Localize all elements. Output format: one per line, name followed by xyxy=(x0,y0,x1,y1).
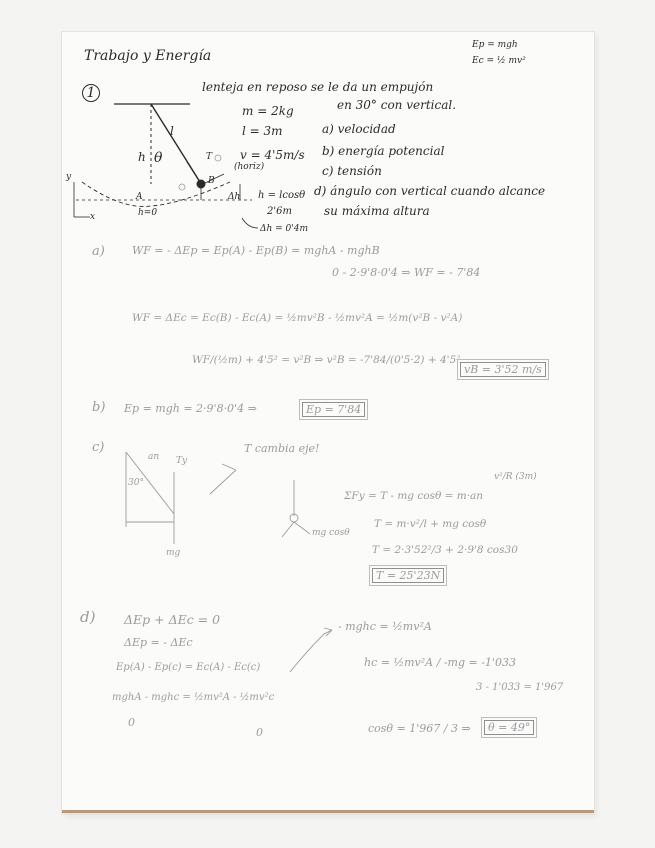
solution-c-result: T = 25'23N xyxy=(372,568,444,583)
angle-30-label: 30° xyxy=(128,478,144,488)
point-b-label: B xyxy=(208,176,215,186)
ty-label: Ty xyxy=(176,456,188,466)
formula-ec: Ec = ½ mv² xyxy=(472,56,526,66)
solution-c-label: c) xyxy=(92,440,105,455)
arrow-connector xyxy=(62,32,594,810)
solution-b-result: Ep = 7'84 xyxy=(302,402,365,417)
question-a: a) velocidad xyxy=(322,122,396,136)
h-calc: h = lcosθ xyxy=(258,190,306,201)
zero-c: 0 xyxy=(256,726,263,739)
dh-label: Δh xyxy=(228,192,241,202)
mgcos-label: mg cosθ xyxy=(312,528,350,538)
h0-label: h=0 xyxy=(138,208,158,218)
solution-d-eq-3: Ep(A) - Ep(c) = Ec(A) - Ec(c) xyxy=(116,662,261,673)
solution-d-result: θ = 49° xyxy=(484,720,534,735)
y-axis-label: y xyxy=(66,172,72,182)
theta-label: θ xyxy=(154,150,163,166)
an-label: an xyxy=(148,452,160,462)
statement-line-1: lenteja en reposo se le da un empujón xyxy=(202,80,434,94)
velocity-note: (horiz) xyxy=(234,162,265,172)
question-d-cont: su máxima altura xyxy=(324,204,430,218)
solution-d-eq-1: ΔEp + ΔEc = 0 xyxy=(124,612,221,627)
l-label: l xyxy=(170,124,174,138)
solution-d-eq-8: cosθ = 1'967 / 3 ⇒ xyxy=(368,722,471,735)
an-formula-note: v²/R (3m) xyxy=(494,472,537,482)
length-value: l = 3m xyxy=(242,124,283,138)
solution-d-label: d) xyxy=(80,608,96,626)
solution-c-eq-3: T = 2·3'52²/3 + 2·9'8 cos30 xyxy=(372,544,518,556)
solution-c-eq-1: ΣFy = T - mg cosθ = m·an xyxy=(344,490,484,502)
solution-d-eq-5: - mghc = ½mv²A xyxy=(338,620,432,633)
solution-a-line-3: WF = ΔEc = Ec(B) - Ec(A) = ½mv²B - ½mv²A = ½m(v²B - v²A) xyxy=(132,312,463,324)
solution-b-line: Ep = mgh = 2·9'8·0'4 ⇒ xyxy=(124,402,257,415)
zero-a: 0 xyxy=(128,716,135,729)
solution-d-eq-6: hc = ½mv²A / -mg = -1'033 xyxy=(364,656,516,669)
mg-label: mg xyxy=(166,548,181,558)
solution-c-note: T cambia eje! xyxy=(244,442,320,455)
formula-ep: Ep = mgh xyxy=(472,40,518,50)
solution-a-label: a) xyxy=(92,244,105,259)
solution-a-line-4: WF/(½m) + 4'5² = v²B ⇒ v²B = -7'84/(0'5·2) + 4'5² xyxy=(192,354,461,366)
solution-d-eq-4: mghA - mghc = ½mv²A - ½mv²c xyxy=(112,692,275,703)
mass-value: m = 2kg xyxy=(242,104,294,118)
velocity-value: v = 4'5m/s xyxy=(240,148,305,162)
solution-c-eq-2: T = m·v²/l + mg cosθ xyxy=(374,518,487,530)
solution-a-result: vB = 3'52 m/s xyxy=(460,362,546,377)
solution-d-eq-7: 3 - 1'033 = 1'967 xyxy=(476,682,564,693)
dh-value: Δh = 0'4m xyxy=(260,224,309,234)
solution-a-line-2: 0 - 2·9'8·0'4 ⇒ WF = - 7'84 xyxy=(332,266,481,279)
solution-d-eq-2: ΔEp = - ΔEc xyxy=(124,636,193,649)
h-label: h xyxy=(138,150,146,164)
statement-line-2: en 30° con vertical. xyxy=(337,98,457,112)
x-axis-label: x xyxy=(90,212,96,222)
notebook-page xyxy=(62,32,594,813)
point-a-label: A xyxy=(136,192,143,202)
tension-label: T xyxy=(206,152,213,162)
question-b: b) energía potencial xyxy=(322,144,445,158)
question-c: c) tensión xyxy=(322,164,382,178)
h-value: 2'6m xyxy=(267,206,292,217)
problem-number: 1 xyxy=(82,84,100,102)
question-d: d) ángulo con vertical cuando alcance xyxy=(314,184,546,198)
solution-b-label: b) xyxy=(92,400,106,415)
page-title: Trabajo y Energía xyxy=(84,48,212,64)
solution-a-line-1: WF = - ΔEp = Ep(A) - Ep(B) = mghA - mghB xyxy=(132,244,380,257)
